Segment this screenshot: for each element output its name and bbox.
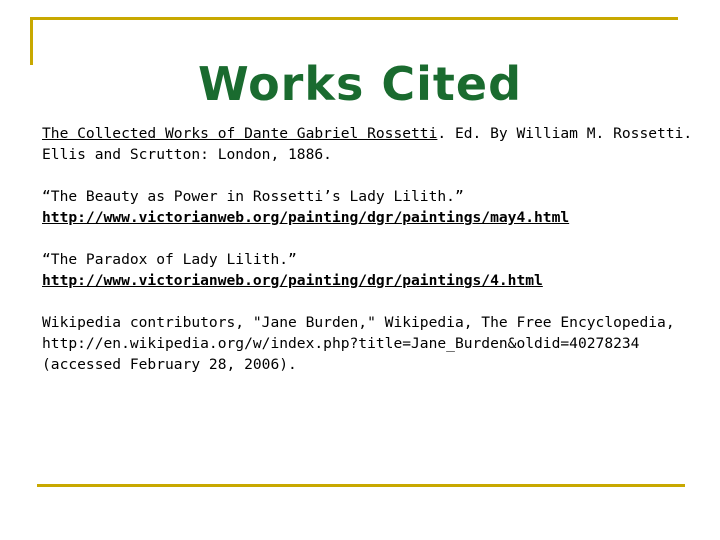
citation-rossetti-collected-works [42,123,702,165]
citation-line: “The Paradox of Lady Lilith.” [42,251,297,268]
citation-line: Ellis and Scrutton: London, 1886. [42,146,332,163]
citation-paradox-lady-lilith [42,249,702,291]
citation-link[interactable]: http://www.victorianweb.org/painting/dgr/paintings/may4.html [42,209,570,226]
citation-text: . Ed. By William M. Rossetti. [437,125,693,142]
frame-bottom-line [37,484,685,487]
frame-top-line [30,17,678,20]
citation-line: (accessed February 28, 2006). [42,356,297,373]
citation-beauty-as-power [42,186,702,228]
work-title: The Collected Works of Dante Gabriel Rossetti [42,125,438,142]
citation-line: “The Beauty as Power in Rossetti’s Lady Lilith.” [42,188,464,205]
citation-wikipedia-jane-burden [42,312,702,375]
slide-title: Works Cited [197,56,522,111]
citation-url-text: http://en.wikipedia.org/w/index.php?title=Jane_Burden&oldid=40278234 [42,335,640,352]
citation-line: Wikipedia contributors, "Jane Burden," Wikipedia, The Free Encyclopedia, [42,314,675,331]
citation-list [42,123,702,396]
citation-line [42,123,702,144]
citation-link[interactable]: http://www.victorianweb.org/painting/dgr/paintings/4.html [42,272,543,289]
